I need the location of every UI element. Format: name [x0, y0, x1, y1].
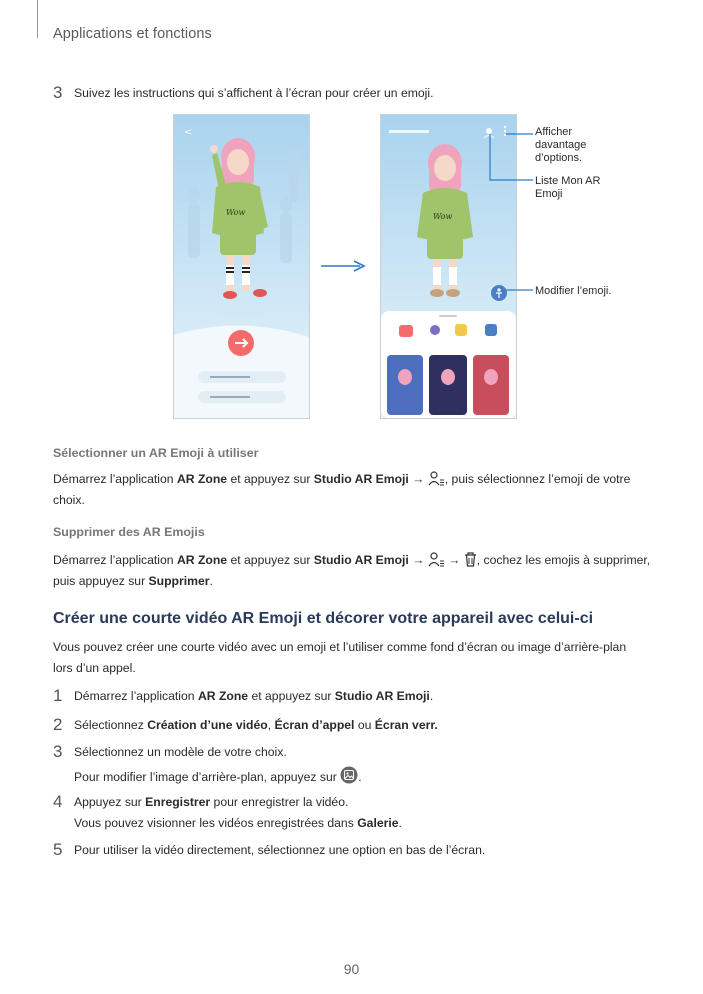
callout-my-emoji-list: Liste Mon AR Emoji: [535, 175, 601, 200]
select-paragraph: Démarrez l’application AR Zone et appuyez sur Studio AR Emoji → , puis sélectionnez l’emoji de votre choix.: [53, 472, 631, 507]
emoji-avatar-illustration: [174, 115, 309, 418]
callout-lines: [480, 130, 536, 295]
video-section-title: Créer une courte vidéo AR Emoji et décorer votre appareil avec celui-ci: [53, 610, 594, 627]
trash-icon: [464, 552, 477, 567]
select-heading: Sélectionner un AR Emoji à utiliser: [53, 446, 259, 460]
step-number: 3: [53, 83, 63, 102]
delete-heading: Supprimer des AR Emojis: [53, 525, 205, 539]
my-emoji-list-icon: [428, 552, 445, 567]
svg-text:Wow: Wow: [433, 212, 453, 221]
step-text: Suivez les instructions qui s’affichent à l’écran pour créer un emoji.: [74, 86, 434, 100]
callout-edit-emoji: Modifier l’emoji.: [535, 285, 612, 297]
phone-screenshot-create: [173, 114, 310, 419]
header-title: Applications et fonctions: [53, 26, 212, 42]
arrow-right-icon: [320, 258, 366, 274]
video-intro: Vous pouvez créer une courte vidéo avec un emoji et l’utiliser comme fond d’écran ou image d’arrière-plan lors d’un appel.: [53, 640, 627, 675]
callout-more-options: Afficher davantage d’options.: [535, 126, 587, 164]
svg-text:<: <: [184, 127, 193, 138]
my-emoji-list-icon: [428, 471, 445, 486]
background-image-icon: [340, 766, 358, 784]
header-rule: [37, 0, 38, 38]
svg-text:Wow: Wow: [226, 208, 246, 217]
delete-paragraph: Démarrez l’application AR Zone et appuyez sur Studio AR Emoji → → , cochez les emojis à supprimer, puis appuyez sur Supprimer.: [53, 553, 651, 588]
page-number: 90: [343, 961, 360, 977]
